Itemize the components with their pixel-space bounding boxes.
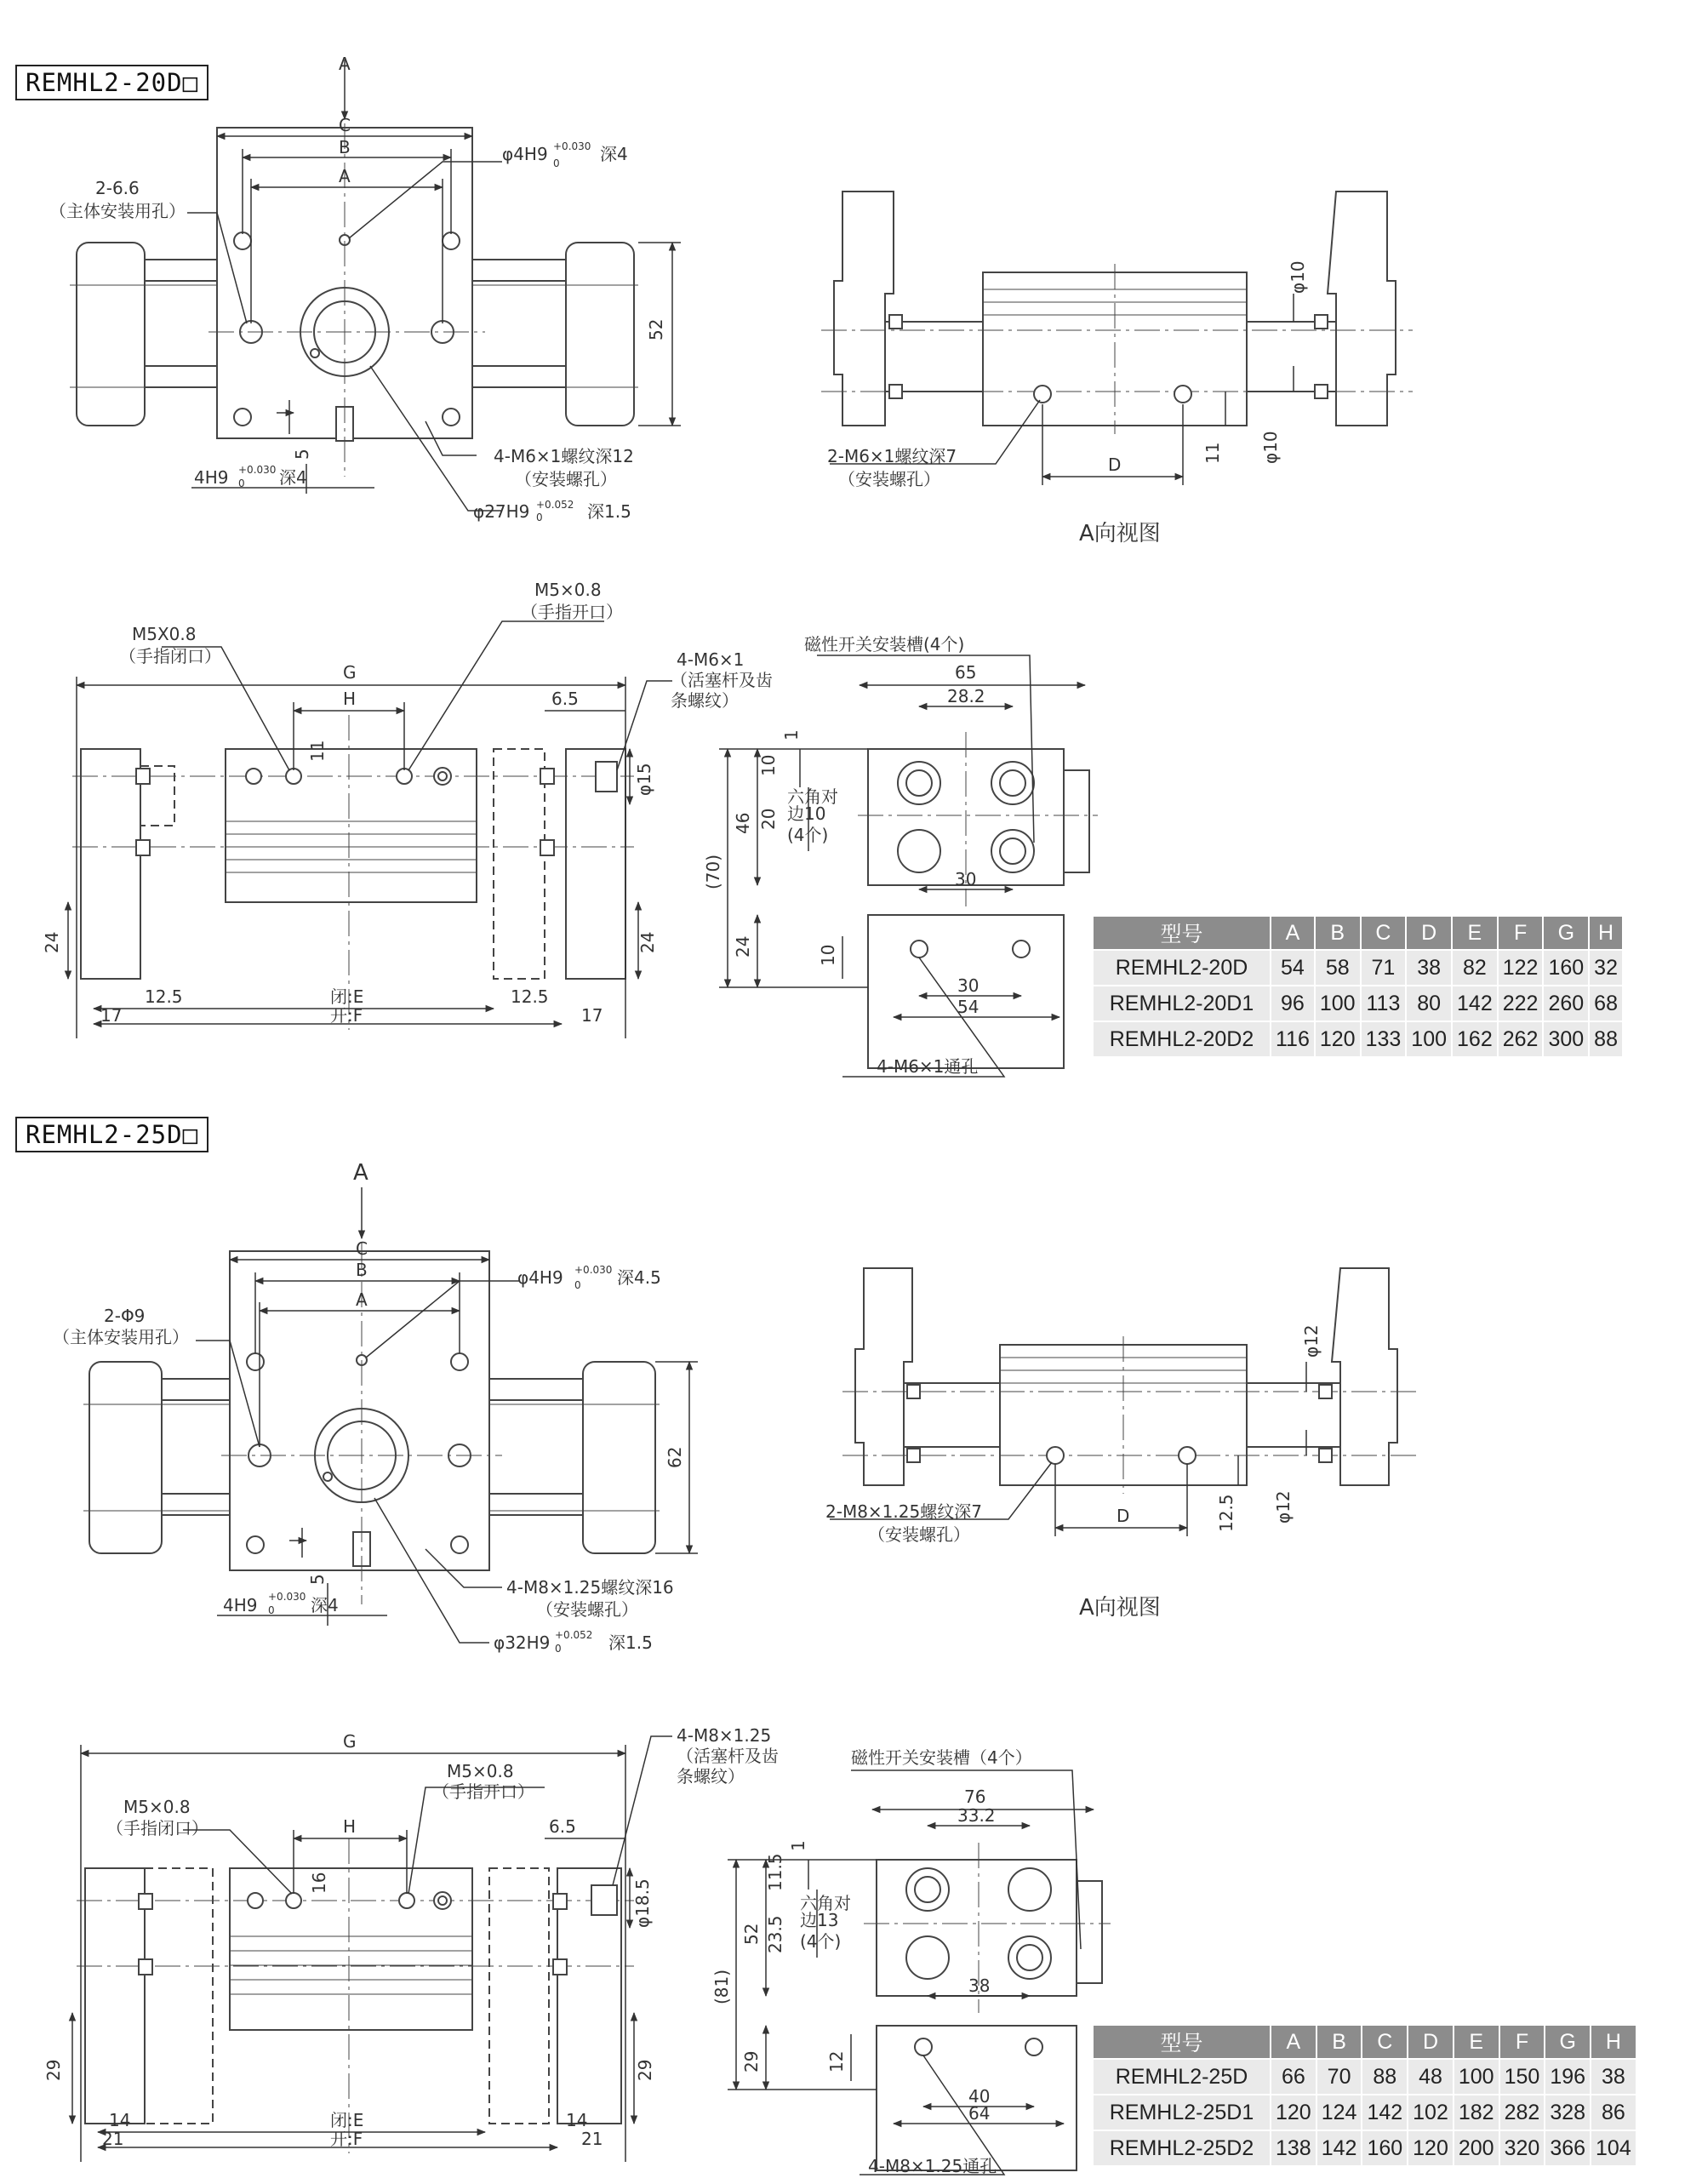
table-cell: REMHL2-20D2 bbox=[1093, 1021, 1271, 1057]
svg-text:40: 40 bbox=[968, 2086, 991, 2107]
table-cell: 102 bbox=[1408, 2095, 1454, 2130]
svg-text:10: 10 bbox=[758, 754, 779, 776]
col-header: F bbox=[1498, 916, 1544, 950]
spec-table bbox=[1092, 915, 1624, 1058]
svg-text:+0.030: +0.030 bbox=[553, 140, 591, 152]
svg-text:（手指闭口）: （手指闭口） bbox=[119, 646, 221, 666]
table-cell: 100 bbox=[1406, 1021, 1452, 1057]
svg-text:0: 0 bbox=[553, 157, 560, 169]
svg-text:52: 52 bbox=[741, 1923, 762, 1945]
svg-text:16: 16 bbox=[309, 1872, 329, 1894]
svg-text:5: 5 bbox=[307, 1574, 328, 1585]
model-title: REMHL2-20D□ bbox=[15, 65, 208, 100]
table-row bbox=[1093, 2059, 1636, 2095]
dim-g: G bbox=[343, 1731, 357, 1752]
table-cell: 82 bbox=[1452, 950, 1498, 986]
svg-text:开:F: 开:F bbox=[330, 2129, 363, 2149]
svg-text:φ10: φ10 bbox=[1260, 431, 1281, 464]
dim-b: B bbox=[356, 1260, 368, 1280]
table-cell: 120 bbox=[1315, 1021, 1361, 1057]
svg-text:(4个): (4个) bbox=[787, 825, 829, 845]
table-cell: 70 bbox=[1316, 2059, 1362, 2095]
table-cell: 160 bbox=[1362, 2130, 1408, 2166]
svg-text:12.5: 12.5 bbox=[511, 986, 549, 1007]
svg-text:6.5: 6.5 bbox=[551, 689, 579, 709]
table-cell: REMHL2-25D2 bbox=[1093, 2130, 1271, 2166]
table-cell: REMHL2-20D1 bbox=[1093, 986, 1271, 1021]
svg-text:（手指开口）: （手指开口） bbox=[432, 1781, 534, 1802]
table-cell: 162 bbox=[1452, 1021, 1498, 1057]
table-cell: 116 bbox=[1271, 1021, 1315, 1057]
table-cell: 366 bbox=[1545, 2130, 1591, 2166]
dim-height: 52 bbox=[646, 318, 666, 340]
svg-text:17: 17 bbox=[581, 1005, 603, 1026]
svg-text:(4个): (4个) bbox=[800, 1931, 842, 1952]
open-port-note: M5×0.8 bbox=[447, 1761, 514, 1781]
table-row bbox=[1093, 950, 1623, 986]
svg-text:0: 0 bbox=[555, 1643, 562, 1655]
bore-note: φ32H9 bbox=[494, 1632, 551, 1653]
table-cell: 133 bbox=[1361, 1021, 1407, 1057]
dim-d: D bbox=[1117, 1506, 1130, 1526]
svg-text:24: 24 bbox=[637, 931, 658, 953]
svg-text:φ18.5: φ18.5 bbox=[632, 1878, 653, 1928]
view-arrow-label: A bbox=[339, 54, 351, 74]
table-cell: 138 bbox=[1271, 2130, 1316, 2166]
table-cell: 66 bbox=[1271, 2059, 1316, 2095]
front-view bbox=[72, 715, 634, 1030]
svg-text:(81): (81) bbox=[711, 1969, 732, 2004]
svg-text:0: 0 bbox=[268, 1604, 275, 1616]
svg-text:+0.052: +0.052 bbox=[555, 1629, 593, 1641]
table-cell: 200 bbox=[1454, 2130, 1499, 2166]
svg-text:深4: 深4 bbox=[600, 144, 628, 164]
svg-text:+0.030: +0.030 bbox=[238, 464, 277, 476]
svg-text:闭:E: 闭:E bbox=[330, 2110, 364, 2130]
mount-hole-note: 2-6.6 bbox=[95, 178, 140, 198]
slot-note: 磁性开关安装槽(4个) bbox=[804, 634, 965, 655]
svg-text:条螺纹）: 条螺纹） bbox=[677, 1766, 745, 1787]
table-cell: 96 bbox=[1271, 986, 1315, 1021]
col-header: 型号 bbox=[1093, 2025, 1271, 2059]
table-row bbox=[1093, 1021, 1623, 1057]
col-header: 型号 bbox=[1093, 916, 1271, 950]
open-port-note: M5×0.8 bbox=[534, 580, 602, 600]
mount-hole-note-sub: （主体安装用孔） bbox=[49, 201, 186, 221]
svg-text:φ15: φ15 bbox=[634, 763, 654, 796]
svg-text:六角对: 六角对 bbox=[787, 786, 838, 807]
table-header-row bbox=[1093, 916, 1623, 950]
table-cell: 38 bbox=[1591, 2059, 1636, 2095]
table-cell: REMHL2-25D bbox=[1093, 2059, 1271, 2095]
dim-g: G bbox=[343, 662, 357, 683]
svg-text:30: 30 bbox=[955, 869, 977, 889]
svg-text:（手指闭口）: （手指闭口） bbox=[106, 1818, 208, 1838]
table-cell: 38 bbox=[1406, 950, 1452, 986]
table-cell: 80 bbox=[1406, 986, 1452, 1021]
table-cell: REMHL2-25D1 bbox=[1093, 2095, 1271, 2130]
a-view bbox=[821, 192, 1413, 434]
spec-table bbox=[1092, 2024, 1637, 2167]
top-view bbox=[83, 1243, 660, 1604]
dim-h: H bbox=[343, 1816, 357, 1837]
pin-hole-note: φ4H9 bbox=[517, 1267, 563, 1288]
svg-text:21: 21 bbox=[581, 2129, 603, 2149]
svg-text:29: 29 bbox=[741, 2050, 762, 2073]
svg-text:12.5: 12.5 bbox=[1216, 1494, 1237, 1532]
table-row bbox=[1093, 2095, 1636, 2130]
table-cell: 86 bbox=[1591, 2095, 1636, 2130]
table-cell: 100 bbox=[1315, 986, 1361, 1021]
table-cell: 71 bbox=[1361, 950, 1407, 986]
table-cell: 113 bbox=[1361, 986, 1407, 1021]
svg-text:0: 0 bbox=[238, 477, 245, 489]
svg-text:深1.5: 深1.5 bbox=[587, 501, 631, 522]
close-port-note: M5×0.8 bbox=[123, 1797, 191, 1817]
view-arrow-label: A bbox=[353, 1160, 368, 1186]
dim-c: C bbox=[339, 115, 351, 135]
svg-text:76: 76 bbox=[964, 1787, 986, 1807]
svg-text:φ12: φ12 bbox=[1301, 1324, 1322, 1358]
table-cell: 124 bbox=[1316, 2095, 1362, 2130]
table-cell: 196 bbox=[1545, 2059, 1591, 2095]
svg-text:28.2: 28.2 bbox=[947, 686, 985, 706]
table-cell: 88 bbox=[1362, 2059, 1408, 2095]
svg-text:30: 30 bbox=[957, 975, 980, 996]
svg-text:（安装螺孔）: （安装螺孔） bbox=[536, 1599, 638, 1620]
table-cell: 54 bbox=[1271, 950, 1315, 986]
col-header: B bbox=[1315, 916, 1361, 950]
col-header: E bbox=[1452, 916, 1498, 950]
top-view bbox=[70, 123, 638, 477]
table-cell: 48 bbox=[1408, 2059, 1454, 2095]
svg-text:深4.5: 深4.5 bbox=[617, 1267, 661, 1288]
dim-b: B bbox=[339, 137, 351, 157]
dim-c: C bbox=[356, 1238, 368, 1259]
close-port-note: M5X0.8 bbox=[132, 624, 197, 644]
svg-text:（手指开口）: （手指开口） bbox=[521, 602, 623, 622]
col-header: A bbox=[1271, 2025, 1316, 2059]
svg-text:12.5: 12.5 bbox=[145, 986, 183, 1007]
svg-text:29: 29 bbox=[43, 2059, 64, 2081]
model-title: REMHL2-25D□ bbox=[15, 1117, 208, 1152]
table-cell: 300 bbox=[1543, 1021, 1589, 1057]
col-header: D bbox=[1406, 916, 1452, 950]
a-view-screw-note: 2-M8×1.25螺纹深7 bbox=[825, 1501, 982, 1522]
table-row bbox=[1093, 2130, 1636, 2166]
table-cell: 160 bbox=[1543, 950, 1589, 986]
svg-text:20: 20 bbox=[758, 808, 779, 830]
front-view bbox=[77, 1838, 634, 2153]
svg-text:65: 65 bbox=[955, 662, 977, 683]
svg-text:33.2: 33.2 bbox=[957, 1805, 996, 1826]
slot-note: 磁性开关安装槽（4个） bbox=[851, 1747, 1032, 1768]
thru-hole-note: 4-M8×1.25通孔 bbox=[868, 2156, 997, 2176]
col-header: C bbox=[1362, 2025, 1408, 2059]
table-cell: 320 bbox=[1499, 2130, 1545, 2166]
a-view bbox=[842, 1268, 1421, 1494]
svg-text:24: 24 bbox=[733, 935, 753, 958]
col-header: B bbox=[1316, 2025, 1362, 2059]
table-cell: 260 bbox=[1543, 986, 1589, 1021]
svg-text:14: 14 bbox=[566, 2110, 588, 2130]
col-header: G bbox=[1543, 916, 1589, 950]
svg-text:（活塞杆及齿: （活塞杆及齿 bbox=[677, 1746, 779, 1766]
svg-text:六角对: 六角对 bbox=[800, 1893, 851, 1913]
svg-text:+0.052: +0.052 bbox=[536, 499, 574, 511]
table-cell: 100 bbox=[1454, 2059, 1499, 2095]
svg-text:边13: 边13 bbox=[800, 1910, 839, 1930]
svg-text:11: 11 bbox=[1202, 442, 1223, 464]
svg-text:深4: 深4 bbox=[311, 1595, 339, 1615]
svg-text:深4: 深4 bbox=[279, 467, 307, 488]
col-header: H bbox=[1589, 916, 1623, 950]
table-row bbox=[1093, 986, 1623, 1021]
svg-text:11: 11 bbox=[307, 740, 328, 762]
svg-text:+0.030: +0.030 bbox=[268, 1591, 306, 1603]
dim-a: A bbox=[339, 166, 351, 186]
svg-text:29: 29 bbox=[635, 2059, 655, 2081]
a-view-screw-note: 2-M6×1螺纹深7 bbox=[827, 446, 957, 466]
pin-hole-bottom-note: 4H9 bbox=[194, 467, 229, 488]
svg-text:（安装螺孔）: （安装螺孔） bbox=[838, 469, 940, 489]
svg-text:21: 21 bbox=[102, 2129, 124, 2149]
table-cell: 142 bbox=[1316, 2130, 1362, 2166]
table-cell: 182 bbox=[1454, 2095, 1499, 2130]
col-header: C bbox=[1361, 916, 1407, 950]
table-cell: 58 bbox=[1315, 950, 1361, 986]
screw-note: 4-M8×1.25螺纹深16 bbox=[506, 1577, 674, 1598]
table-cell: 32 bbox=[1589, 950, 1623, 986]
view-caption: A向视图 bbox=[1079, 1595, 1161, 1621]
svg-text:38: 38 bbox=[968, 1975, 991, 1996]
table-cell: 282 bbox=[1499, 2095, 1545, 2130]
svg-text:+0.030: +0.030 bbox=[574, 1264, 613, 1276]
screw-note: 4-M6×1螺纹深12 bbox=[494, 446, 634, 466]
pin-hole-bottom-note: 4H9 bbox=[223, 1595, 258, 1615]
pin-hole-note: φ4H9 bbox=[502, 144, 548, 164]
svg-text:1: 1 bbox=[781, 729, 802, 740]
svg-text:12: 12 bbox=[826, 2050, 847, 2073]
mount-hole-note: 2-Φ9 bbox=[104, 1306, 146, 1326]
table-cell: 120 bbox=[1408, 2130, 1454, 2166]
col-header: A bbox=[1271, 916, 1315, 950]
svg-text:(70): (70) bbox=[703, 854, 723, 889]
svg-text:1: 1 bbox=[788, 1840, 808, 1851]
rod-screw-note: 4-M6×1 bbox=[677, 649, 745, 670]
table-header-row bbox=[1093, 2025, 1636, 2059]
svg-text:5: 5 bbox=[292, 449, 312, 460]
table-cell: 222 bbox=[1498, 986, 1544, 1021]
svg-text:54: 54 bbox=[957, 997, 980, 1017]
svg-text:条螺纹）: 条螺纹） bbox=[671, 690, 739, 711]
svg-text:开:F: 开:F bbox=[330, 1005, 363, 1026]
col-header: H bbox=[1591, 2025, 1636, 2059]
dim-a: A bbox=[356, 1289, 368, 1310]
table-cell: 142 bbox=[1362, 2095, 1408, 2130]
table-cell: 142 bbox=[1452, 986, 1498, 1021]
svg-text:11.5: 11.5 bbox=[765, 1853, 785, 1891]
table-cell: 328 bbox=[1545, 2095, 1591, 2130]
col-header: D bbox=[1408, 2025, 1454, 2059]
dim-h: H bbox=[343, 689, 357, 709]
rod-screw-note: 4-M8×1.25 bbox=[677, 1725, 772, 1746]
view-caption: A向视图 bbox=[1079, 521, 1161, 546]
table-cell: 68 bbox=[1589, 986, 1623, 1021]
svg-text:（安装螺孔）: （安装螺孔） bbox=[515, 469, 617, 489]
svg-text:6.5: 6.5 bbox=[549, 1816, 576, 1837]
dim-height: 62 bbox=[665, 1446, 685, 1468]
table-cell: 88 bbox=[1589, 1021, 1623, 1057]
table-cell: 104 bbox=[1591, 2130, 1636, 2166]
col-header: E bbox=[1454, 2025, 1499, 2059]
table-cell: 120 bbox=[1271, 2095, 1316, 2130]
svg-text:深1.5: 深1.5 bbox=[608, 1632, 653, 1653]
col-header: F bbox=[1499, 2025, 1545, 2059]
svg-text:17: 17 bbox=[100, 1005, 123, 1026]
svg-text:24: 24 bbox=[42, 931, 62, 953]
thru-hole-note: 4-M6×1通孔 bbox=[877, 1056, 979, 1077]
svg-text:64: 64 bbox=[968, 2103, 991, 2124]
svg-text:φ10: φ10 bbox=[1288, 260, 1308, 294]
svg-text:10: 10 bbox=[818, 944, 838, 966]
svg-text:23.5: 23.5 bbox=[765, 1915, 785, 1953]
svg-text:φ12: φ12 bbox=[1273, 1490, 1294, 1524]
svg-text:闭:E: 闭:E bbox=[330, 986, 364, 1007]
svg-text:14: 14 bbox=[109, 2110, 131, 2130]
col-header: G bbox=[1545, 2025, 1591, 2059]
bore-note: φ27H9 bbox=[473, 501, 530, 522]
table-cell: 262 bbox=[1498, 1021, 1544, 1057]
svg-text:46: 46 bbox=[733, 812, 753, 834]
svg-text:边10: 边10 bbox=[787, 803, 826, 824]
svg-text:（活塞杆及齿: （活塞杆及齿 bbox=[671, 670, 773, 690]
svg-text:0: 0 bbox=[574, 1279, 581, 1291]
mount-hole-note-sub: （主体安装用孔） bbox=[53, 1327, 189, 1347]
table-cell: 122 bbox=[1498, 950, 1544, 986]
table-cell: 150 bbox=[1499, 2059, 1545, 2095]
table-cell: REMHL2-20D bbox=[1093, 950, 1271, 986]
svg-text:0: 0 bbox=[536, 512, 543, 523]
svg-text:（安装螺孔）: （安装螺孔） bbox=[868, 1524, 970, 1545]
dim-d: D bbox=[1108, 455, 1122, 475]
